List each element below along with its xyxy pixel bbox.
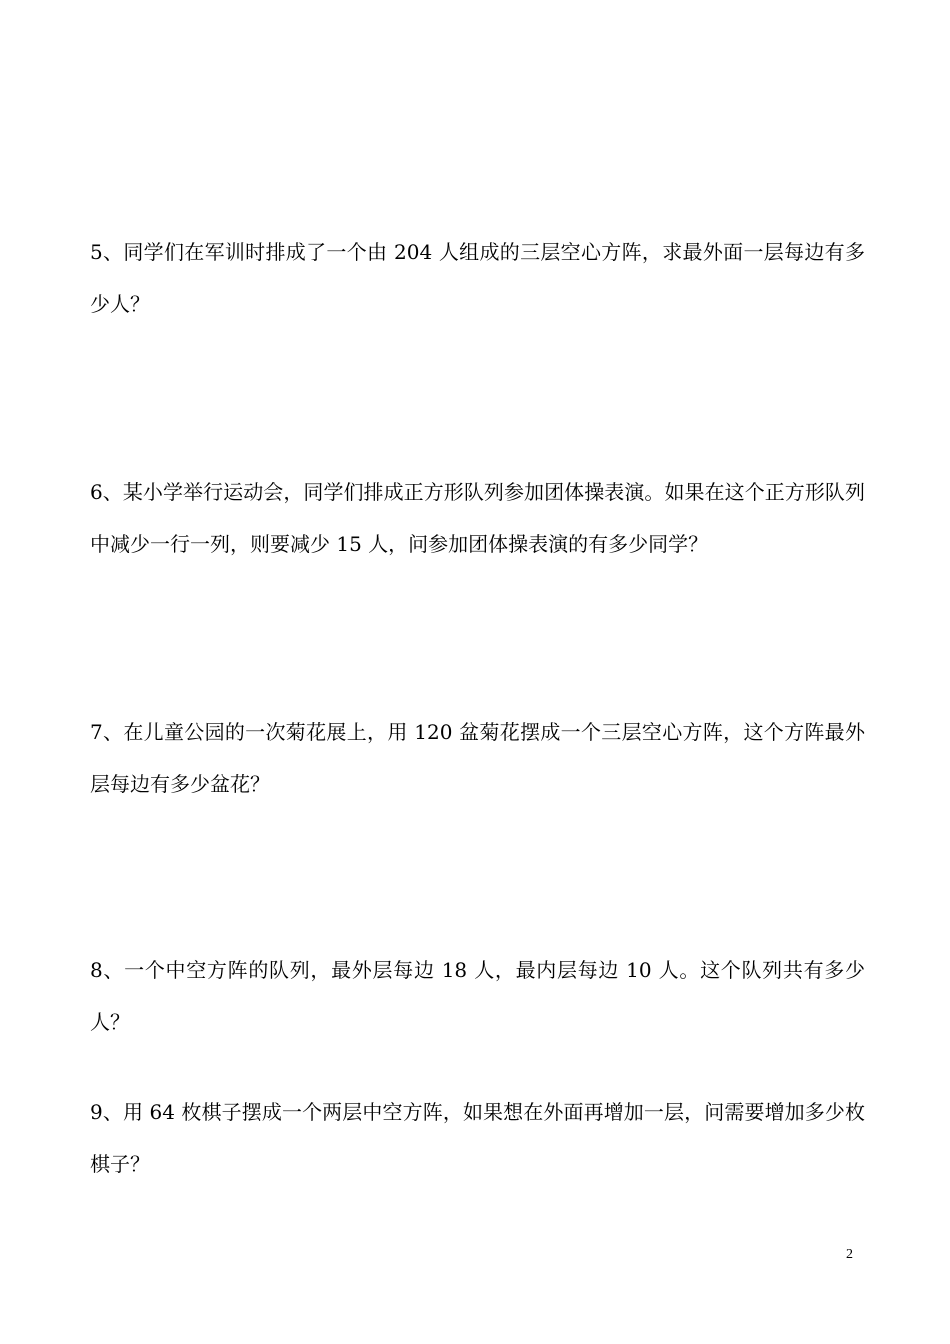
problem-8: 8、一个中空方阵的队列，最外层每边 18 人，最内层每边 10 人。这个队列共有多少人？	[90, 958, 865, 1034]
problem-6: 6、某小学举行运动会，同学们排成正方形队列参加团体操表演。如果在这个正方形队列中减少一行一列，则要减少 15 人，问参加团体操表演的有多少同学？	[90, 480, 865, 556]
problem-5: 5、同学们在军训时排成了一个由 204 人组成的三层空心方阵，求最外面一层每边有多少人？	[90, 240, 865, 316]
problem-9: 9、用 64 枚棋子摆成一个两层中空方阵，如果想在外面再增加一层，问需要增加多少枚棋子？	[90, 1100, 865, 1176]
page-number: 2	[846, 1247, 853, 1262]
problem-7: 7、在儿童公园的一次菊花展上，用 120 盆菊花摆成一个三层空心方阵，这个方阵最外层每边有多少盆花？	[90, 720, 865, 796]
